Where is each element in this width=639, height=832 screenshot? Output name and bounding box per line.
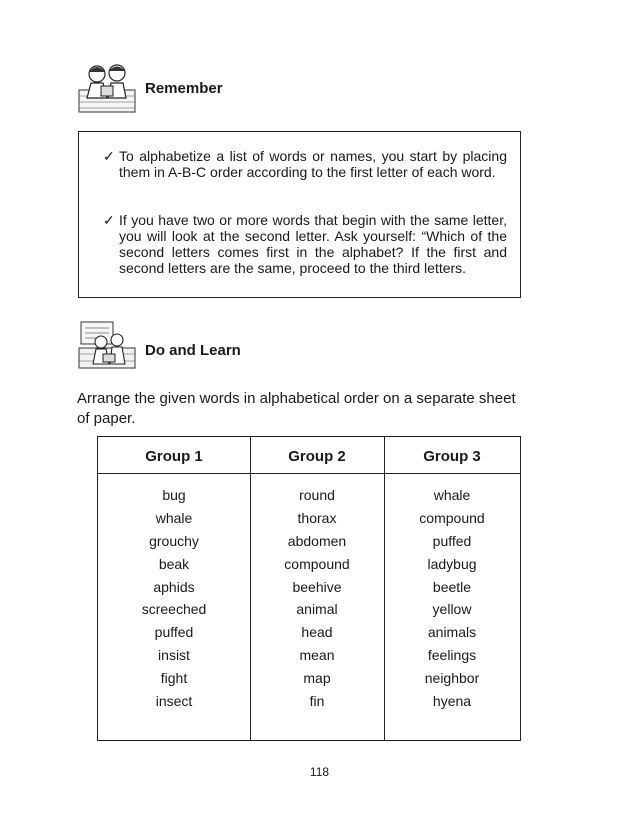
group-3-header: Group 3 — [423, 448, 481, 465]
word-item: whale — [433, 487, 471, 503]
word-item: animal — [296, 601, 338, 618]
group-1-column — [98, 437, 250, 714]
word-item: bug — [162, 487, 186, 503]
group-1-header: Group 1 — [145, 448, 203, 465]
word-item: beetle — [432, 578, 472, 595]
word-item: insist — [158, 647, 190, 664]
word-item: map — [303, 670, 331, 687]
remember-bullet-1 — [103, 148, 507, 180]
word-item: puffed — [432, 532, 472, 549]
word-item: compound — [419, 509, 485, 526]
word-item: head — [301, 624, 333, 641]
bullet-text: If you have two or more words that begin with the same letter, you will look at the second letter. Ask yourself: “Which of the second letters comes first in the alphabet? If the first and second letters are the same, proceed to the third letters. — [119, 212, 507, 276]
word-item: grouchy — [149, 532, 199, 549]
page-number: 118 — [309, 765, 330, 779]
children-reading-icon — [77, 318, 137, 370]
word-item: fight — [160, 670, 188, 687]
word-item: fin — [309, 693, 325, 710]
word-item: puffed — [154, 624, 194, 641]
word-item: beak — [158, 555, 190, 572]
word-item: yellow — [432, 601, 472, 618]
word-item: compound — [284, 555, 350, 572]
group-3-column — [384, 437, 520, 714]
check-mark-icon: ✓ — [103, 212, 115, 228]
do-and-learn-heading: Do and Learn — [145, 342, 241, 359]
word-item: hyena — [432, 693, 472, 710]
group-2-header: Group 2 — [288, 448, 346, 465]
children-icon — [77, 62, 137, 114]
word-item: mean — [299, 647, 335, 664]
word-item: animals — [427, 624, 477, 641]
group-2-column — [250, 437, 384, 714]
word-item: neighbor — [424, 670, 480, 687]
remember-box — [78, 131, 521, 298]
word-item: beehive — [292, 578, 342, 595]
word-item: screeched — [141, 601, 207, 618]
word-item: whale — [155, 509, 193, 526]
remember-bullet-2 — [103, 212, 507, 276]
word-item: feelings — [427, 647, 477, 664]
word-item: ladybug — [427, 555, 477, 572]
word-groups-table — [97, 436, 521, 741]
word-item: aphids — [153, 578, 195, 595]
bullet-text: To alphabetize a list of words or names, you start by placing them in A-B-C order according to the first letter of each word. — [119, 148, 507, 180]
remember-heading: Remember — [145, 80, 223, 97]
instruction-text: Arrange the given words in alphabetical order on a separate sheet of paper. — [77, 390, 516, 427]
check-mark-icon: ✓ — [103, 148, 115, 164]
word-item: insect — [155, 693, 193, 710]
word-item: thorax — [297, 509, 337, 526]
word-item: round — [299, 487, 335, 503]
word-item: abdomen — [287, 532, 347, 549]
